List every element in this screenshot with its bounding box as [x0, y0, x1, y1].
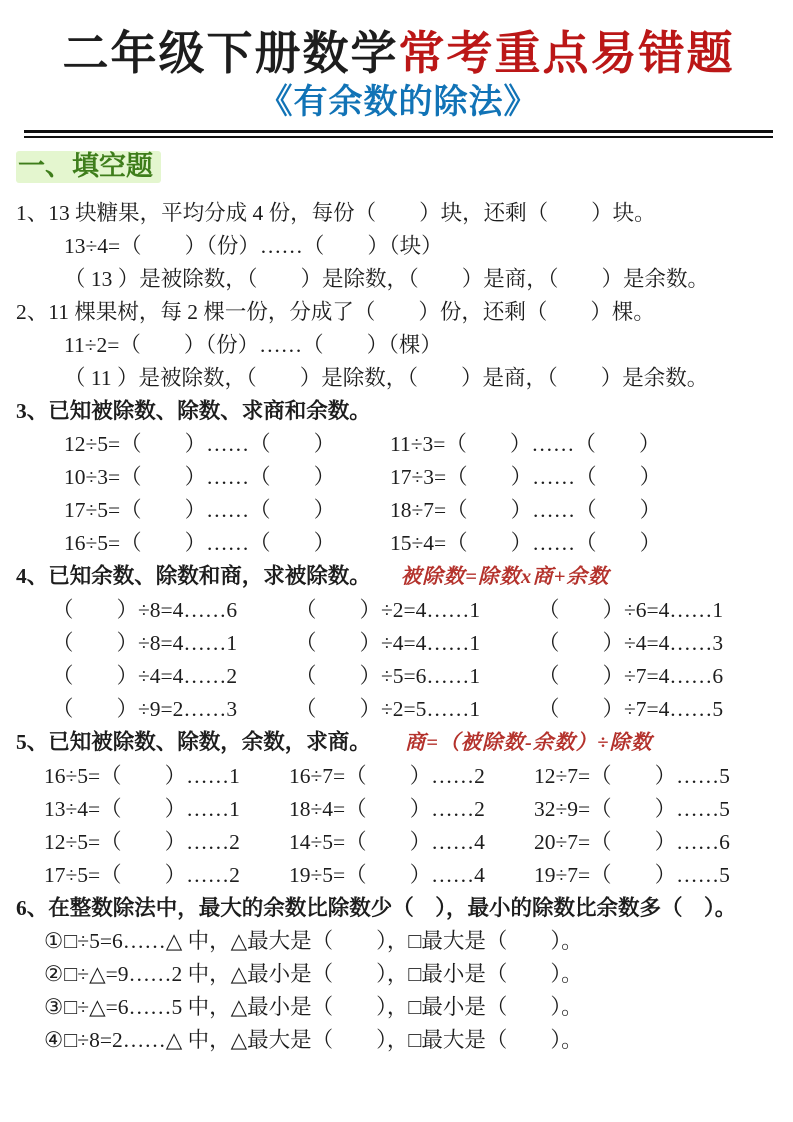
q5-row	[16, 826, 781, 859]
q6-stem: 6、在整数除法中，最大的余数比除数少（ ），最小的除数比余数多（ ）。	[16, 895, 737, 920]
circled-number-icon: ④	[44, 1027, 64, 1052]
q3-stem: 3、已知被除数、除数、求商和余数。	[16, 398, 371, 423]
equation-cell: （ ）÷6=4……1	[538, 597, 724, 622]
equation-cell: 13÷4=（ ）……1	[44, 796, 240, 821]
equation-cell: 12÷5=（ ）……（ ）	[64, 431, 336, 456]
q4-row	[16, 693, 781, 726]
equation-cell: 16÷7=（ ）……2	[289, 763, 485, 788]
q5-formula-note: 商=（被除数-余数）÷除数	[404, 731, 653, 754]
equation-cell: （ ）÷2=5……1	[295, 696, 481, 721]
equation-cell: （ ）÷8=4……6	[52, 597, 238, 622]
q2-identify-terms: （ 11 ）是被除数，（ ）是除数，（ ）是商，（ ）是余数。	[64, 365, 709, 390]
equation-cell: （ ）÷5=6……1	[295, 663, 481, 688]
q1-stem: 1、13 块糖果，平均分成 4 份，每份（ ）块，还剩（ ）块。	[16, 200, 656, 225]
q3-row	[16, 428, 781, 461]
question-2	[16, 296, 781, 395]
q6-subitem-text: □÷△=9……2 中，△最小是（ ），□最小是（ ）。	[64, 961, 583, 986]
equation-cell: 15÷4=（ ）……（ ）	[390, 530, 662, 555]
equation-cell: 20÷7=（ ）……6	[534, 829, 730, 854]
question-1	[16, 197, 781, 296]
q5-row	[16, 760, 781, 793]
q4-stem: 4、已知余数、除数和商，求被除数。	[16, 563, 371, 588]
page-subtitle: 《有余数的除法》	[258, 84, 539, 122]
circled-number-icon: ①	[44, 928, 64, 953]
q3-row	[16, 494, 781, 527]
equation-cell: （ ）÷2=4……1	[295, 597, 481, 622]
question-6	[16, 892, 781, 1057]
divider-double-rule	[24, 130, 773, 138]
equation-cell: （ ）÷8=4……1	[52, 630, 238, 655]
q6-subitem-text: □÷△=6……5 中，△最小是（ ），□最小是（ ）。	[64, 994, 583, 1019]
equation-cell: （ ）÷4=4……1	[295, 630, 481, 655]
equation-cell: 16÷5=（ ）……（ ）	[64, 530, 336, 555]
q4-row	[16, 627, 781, 660]
q4-row	[16, 594, 781, 627]
equation-cell: （ ）÷4=4……2	[52, 663, 238, 688]
equation-cell: 16÷5=（ ）……1	[44, 763, 240, 788]
q6-subitem-text: □÷8=2……△ 中，△最大是（ ），□最大是（ ）。	[64, 1027, 583, 1052]
equation-cell: （ ）÷4=4……3	[538, 630, 724, 655]
equation-cell: 10÷3=（ ）……（ ）	[64, 464, 336, 489]
equation-cell: 11÷3=（ ）……（ ）	[390, 431, 661, 456]
q5-header	[16, 726, 781, 760]
section-fill-in-blanks	[16, 148, 781, 189]
equation-cell: 17÷3=（ ）……（ ）	[390, 464, 662, 489]
q3-row	[16, 461, 781, 494]
title-grade-text: 二年级下册数学	[62, 28, 399, 79]
q4-row	[16, 660, 781, 693]
question-3	[16, 395, 781, 560]
q6-subitem	[16, 1024, 781, 1057]
page-title	[16, 26, 781, 81]
equation-cell: 32÷9=（ ）……5	[534, 796, 730, 821]
q6-subitem	[16, 925, 781, 958]
title-topic-text: 常考重点易错题	[398, 28, 735, 79]
equation-cell: （ ）÷9=2……3	[52, 696, 238, 721]
equation-cell: 14÷5=（ ）……4	[289, 829, 485, 854]
q4-formula-note: 被除数=除数x商+余数	[400, 565, 610, 588]
q1-equation: 13÷4=（ ）（份）……（ ）（块）	[64, 233, 443, 258]
q6-subitem	[16, 991, 781, 1024]
q5-stem: 5、已知被除数、除数，余数，求商。	[16, 729, 371, 754]
equation-cell: 17÷5=（ ）……（ ）	[64, 497, 336, 522]
equation-cell: 19÷5=（ ）……4	[289, 862, 485, 887]
equation-cell: （ ）÷7=4……5	[538, 696, 724, 721]
circled-number-icon: ②	[44, 961, 64, 986]
question-4	[16, 560, 781, 726]
equation-cell: 18÷7=（ ）……（ ）	[390, 497, 662, 522]
q5-row	[16, 859, 781, 892]
equation-cell: 18÷4=（ ）……2	[289, 796, 485, 821]
equation-cell: 12÷5=（ ）……2	[44, 829, 240, 854]
q2-equation: 11÷2=（ ）（份）……（ ）（棵）	[64, 332, 442, 357]
q2-stem: 2、11 棵果树，每 2 棵一份，分成了（ ）份，还剩（ ）棵。	[16, 299, 655, 324]
q6-subitem	[16, 958, 781, 991]
section-header-label: 一、填空题	[16, 151, 161, 183]
equation-cell: 17÷5=（ ）……2	[44, 862, 240, 887]
q5-row	[16, 793, 781, 826]
equation-cell: 19÷7=（ ）……5	[534, 862, 730, 887]
equation-cell: （ ）÷7=4……6	[538, 663, 724, 688]
q1-identify-terms: （ 13 ）是被除数，（ ）是除数，（ ）是商，（ ）是余数。	[64, 266, 710, 291]
q4-header	[16, 560, 781, 594]
q3-row	[16, 527, 781, 560]
equation-cell: 12÷7=（ ）……5	[534, 763, 730, 788]
circled-number-icon: ③	[44, 994, 64, 1019]
question-5	[16, 726, 781, 892]
q6-subitem-text: □÷5=6……△ 中，△最大是（ ），□最大是（ ）。	[64, 928, 583, 953]
